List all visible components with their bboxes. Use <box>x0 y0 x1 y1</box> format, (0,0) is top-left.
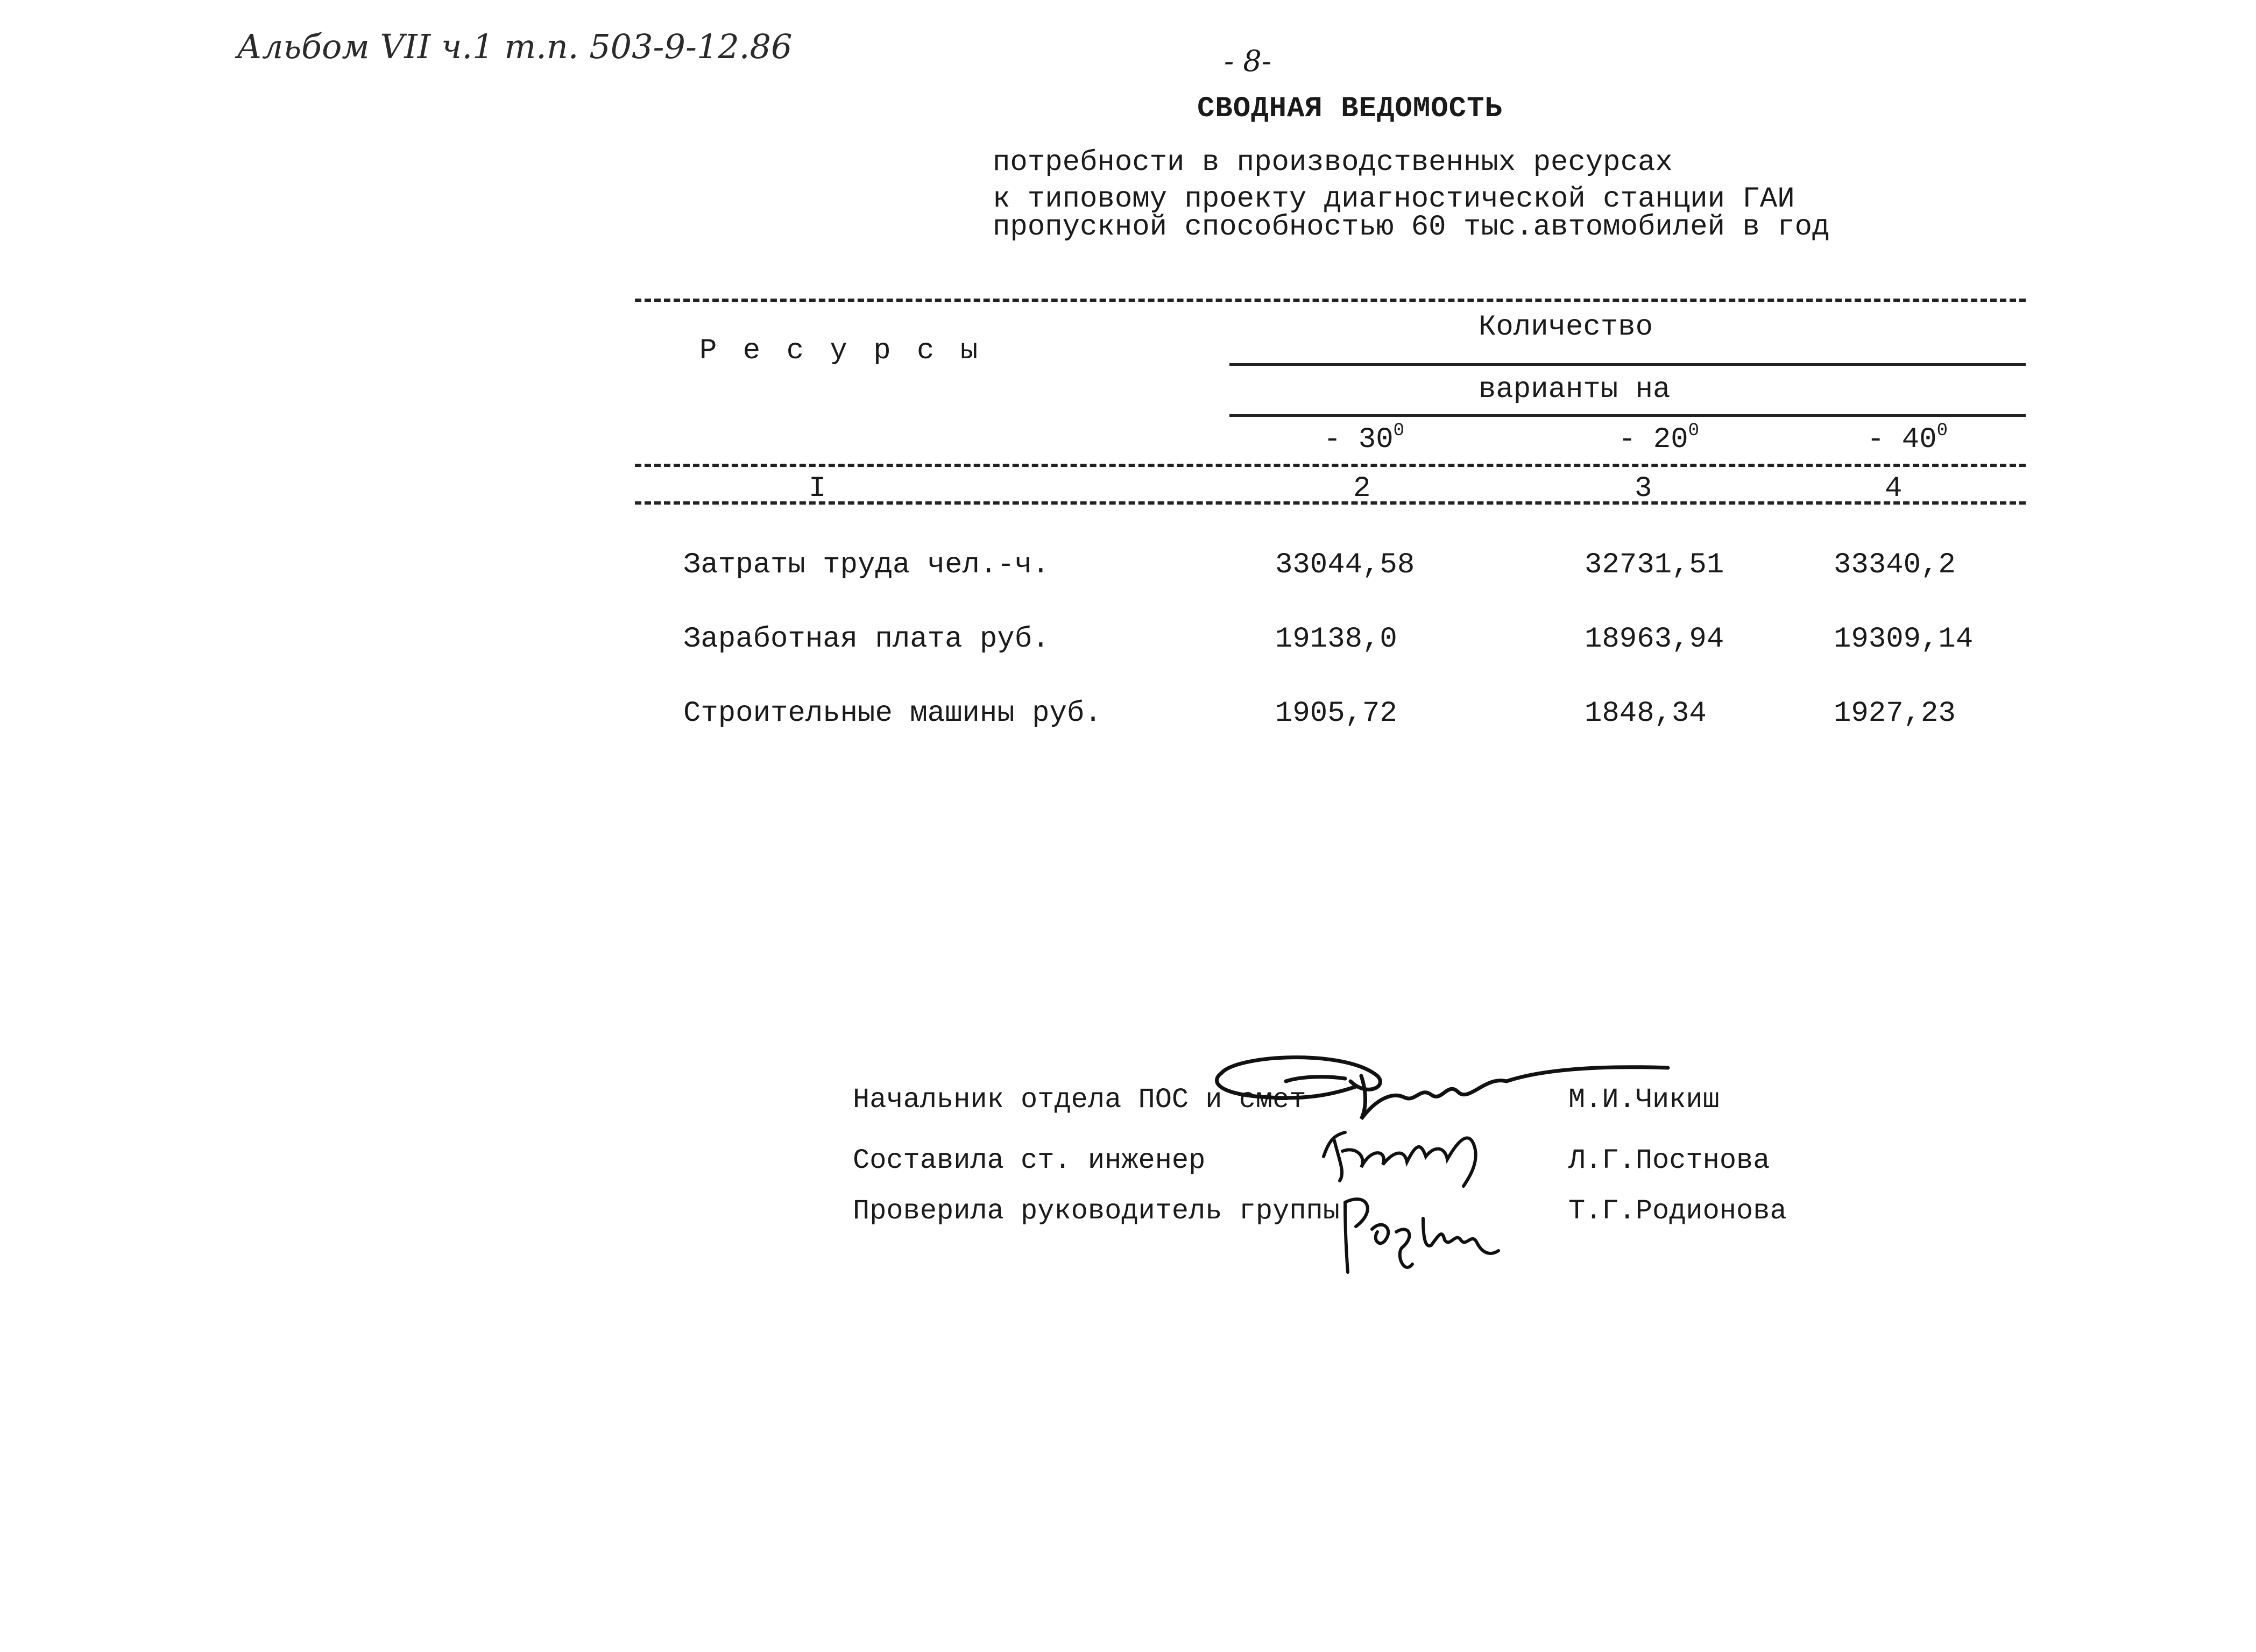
row-labor-value-40: 33340,2 <box>1834 549 1956 582</box>
row-wages-value-30: 19138,0 <box>1275 623 1397 656</box>
signature-name-3: Т.Г.Родионова <box>1568 1195 1787 1227</box>
row-machines-value-30: 1905,72 <box>1275 697 1397 730</box>
row-machines-value-40: 1927,23 <box>1834 697 1956 730</box>
column-number-3: 3 <box>1635 472 1652 505</box>
page-number: - 8- <box>1224 44 1272 78</box>
row-labor-value-30: 33044,58 <box>1275 549 1415 582</box>
subtitle-line-3: пропускной способностью 60 тыс.автомобилей в год <box>993 211 1830 244</box>
row-name-labor: Затраты труда чел.-ч. <box>683 549 1050 582</box>
subtitle-line-1: потребности в производственных ресурсах <box>993 146 1673 179</box>
row-wages-value-40: 19309,14 <box>1834 623 1974 656</box>
signature-name-2: Л.Г.Постнова <box>1568 1145 1770 1176</box>
resources-header: Р е с у р с ы <box>699 335 982 367</box>
signature-role-2: Составила ст. инженер <box>853 1145 1206 1176</box>
row-name-machines: Строительные машины руб. <box>683 697 1102 730</box>
handwritten-signature-3 <box>1334 1181 1507 1283</box>
variant-minus-20: - $20^0$ <box>1618 421 1700 456</box>
column-numbers-rule <box>635 501 2026 505</box>
header-bottom-rule <box>635 464 2026 467</box>
variant-minus-30: - $30^0$ <box>1324 421 1405 456</box>
variants-underline <box>1229 414 2026 417</box>
signature-role-1: Начальник отдела ПОС и смет <box>853 1084 1306 1116</box>
signature-role-3: Проверила руководитель группы <box>853 1195 1340 1227</box>
column-number-4: 4 <box>1885 472 1903 505</box>
signature-name-1: М.И.Чикиш <box>1568 1084 1720 1116</box>
quantity-underline <box>1229 363 2026 366</box>
column-number-1: I <box>809 472 826 505</box>
row-wages-value-20: 18963,94 <box>1585 623 1724 656</box>
variants-header: варианты на <box>1479 373 1671 406</box>
table-top-rule <box>635 299 2026 302</box>
row-name-wages: Заработная плата руб. <box>683 623 1050 656</box>
column-number-2: 2 <box>1353 472 1371 505</box>
document-title: СВОДНАЯ ВЕДОМОСТЬ <box>1197 93 1503 125</box>
album-reference: Альбом VII ч.1 т.п. 503-9-12.86 <box>237 27 793 66</box>
handwritten-signature-2 <box>1313 1124 1490 1189</box>
row-machines-value-20: 1848,34 <box>1585 697 1707 730</box>
row-labor-value-20: 32731,51 <box>1585 549 1724 582</box>
variant-minus-40: - $40^0$ <box>1867 421 1948 456</box>
quantity-header: Количество <box>1479 311 1653 344</box>
subtitle-line-2: к типовому проекту диагностической станции ГАИ <box>993 183 1795 216</box>
handwritten-signature-1 <box>1205 1044 1679 1130</box>
